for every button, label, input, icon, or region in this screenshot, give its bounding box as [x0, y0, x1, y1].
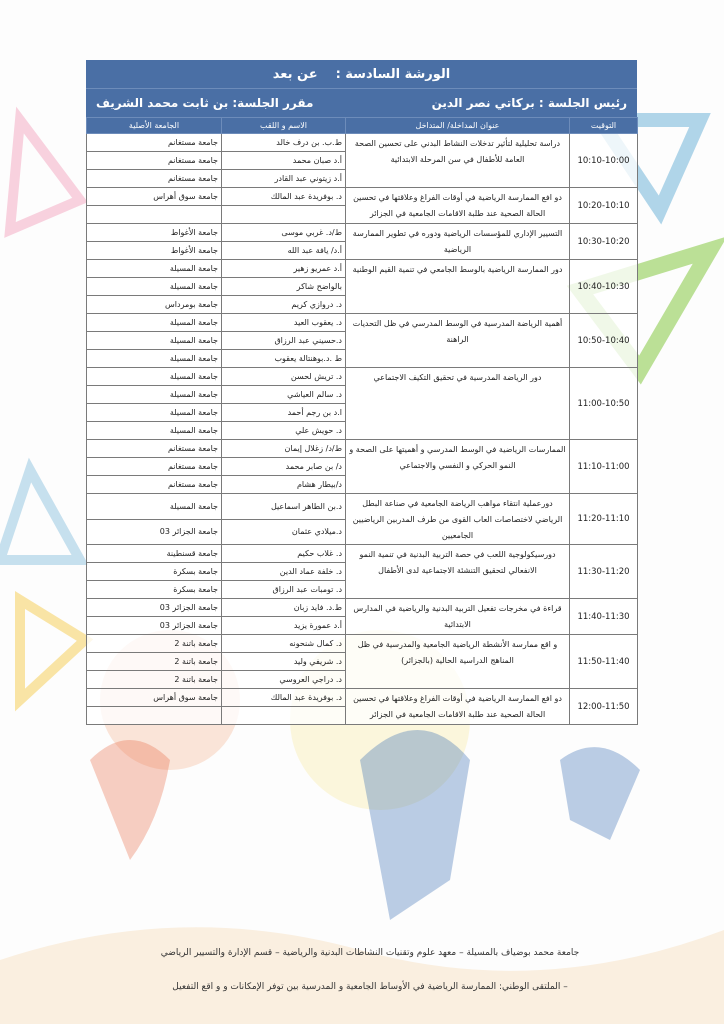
speaker-name: د. يعقوب العيد — [222, 314, 346, 332]
schedule-table — [86, 117, 638, 725]
paper-title: دورعملية انتقاء مواهب الرياضة الجامعية في صناعة البطل الرياضي لاختصاصات العاب القوى من طرف المدربين الرياضيين الجامعيين — [346, 494, 570, 545]
speaker-university: جامعة المسيلة — [87, 314, 222, 332]
speaker-name: د/ بن صابر محمد — [222, 458, 346, 476]
table-row — [87, 314, 638, 332]
paper-title: التسيير الإداري للمؤسسات الرياضية ودوره في تطوير الممارسة الرياضية — [346, 224, 570, 260]
session-time: 10:50-10:40 — [570, 314, 638, 368]
table-row — [87, 368, 638, 386]
speaker-university: جامعة الأغواط — [87, 224, 222, 242]
speaker-name: أ.د زيتوني عبد القادر — [222, 170, 346, 188]
session-time: 11:40-11:30 — [570, 599, 638, 635]
schedule-body — [87, 134, 638, 725]
col-university: الجامعة الأصلية — [87, 118, 222, 134]
speaker-university: جامعة سوق أهراس — [87, 689, 222, 707]
footer-conference: – الملتقى الوطني: الممارسة الرياضية في الأوساط الجامعية و المدرسية بين توفر الإمكانات و و اقع التفعيل — [172, 982, 568, 992]
paper-title: دور الرياضة المدرسية في تحقيق التكيف الاجتماعي — [346, 368, 570, 440]
speaker-university: جامعة المسيلة — [87, 494, 222, 520]
paper-title: دو افع الممارسة الرياضية في أوقات الفراغ وعلاقتها في تحسين الحالة الصحية عند طلبة الاقامات الجامعية في الجزائر — [346, 689, 570, 725]
speaker-name: بالواضح شاكر — [222, 278, 346, 296]
speaker-university: جامعة قسنطينة — [87, 545, 222, 563]
speaker-university: جامعة المسيلة — [87, 278, 222, 296]
session-time: 10:30-10:20 — [570, 224, 638, 260]
speaker-name: د. تومبات عبد الرزاق — [222, 581, 346, 599]
session-officers — [86, 89, 637, 117]
speaker-university: جامعة المسيلة — [87, 260, 222, 278]
program-sheet — [86, 60, 637, 725]
table-row — [87, 134, 638, 152]
paper-title: الممارسات الرياضية في الوسط المدرسي و أهميتها على الصحة و النمو الحركي و النفسي والاجتماعي — [346, 440, 570, 494]
speaker-university: جامعة سوق أهراس — [87, 188, 222, 206]
speaker-name: أ.د عمريو زهير — [222, 260, 346, 278]
table-row — [87, 188, 638, 206]
speaker-university: جامعة المسيلة — [87, 386, 222, 404]
table-row — [87, 440, 638, 458]
speaker-name: ط.د. فايد زبان — [222, 599, 346, 617]
speaker-university: جامعة مستغانم — [87, 458, 222, 476]
session-time: 10:40-10:30 — [570, 260, 638, 314]
speaker-name: د. حويش علي — [222, 422, 346, 440]
session-time: 12:00-11:50 — [570, 689, 638, 725]
speaker-university: جامعة الأغواط — [87, 242, 222, 260]
speaker-university: جامعة باتنة 2 — [87, 635, 222, 653]
workshop-title — [86, 60, 637, 89]
workshop-mode: عن بعد — [272, 66, 318, 82]
speaker-university: جامعة المسيلة — [87, 350, 222, 368]
speaker-name: د. بوفريدة عبد المالك — [222, 689, 346, 707]
speaker-name: ط/د/ زغلال إيمان — [222, 440, 346, 458]
speaker-name: د. سالم العياشي — [222, 386, 346, 404]
table-row — [87, 260, 638, 278]
speaker-name: د. خلفة عماد الدين — [222, 563, 346, 581]
session-time: 11:20-11:10 — [570, 494, 638, 545]
paper-title: و اقع ممارسة الأنشطة الرياضية الجامعية والمدرسية في ظل المناهج الدراسية الحالية (بالجزائر) — [346, 635, 570, 689]
table-row — [87, 494, 638, 520]
speaker-university: جامعة الجزائر 03 — [87, 519, 222, 545]
speaker-name: د. كمال شنحونه — [222, 635, 346, 653]
speaker-name — [222, 707, 346, 725]
speaker-name: د.ميلادي عثمان — [222, 519, 346, 545]
speaker-name: ط .د.بوهنتالة يعقوب — [222, 350, 346, 368]
col-time: التوقيت — [570, 118, 638, 134]
session-header — [86, 60, 637, 117]
speaker-name: أ.د عمورة يزيد — [222, 617, 346, 635]
speaker-university: جامعة الجزائر 03 — [87, 599, 222, 617]
speaker-university — [87, 707, 222, 725]
speaker-university: جامعة المسيلة — [87, 332, 222, 350]
speaker-university: جامعة مستغانم — [87, 134, 222, 152]
speaker-university: جامعة مستغانم — [87, 170, 222, 188]
session-rapporteur: مقرر الجلسة: بن ثابت محمد الشريف — [96, 96, 314, 110]
speaker-name: د.بن الطاهر اسماعيل — [222, 494, 346, 520]
session-time: 11:10-11:00 — [570, 440, 638, 494]
speaker-name: ا.د بن رجم أحمد — [222, 404, 346, 422]
paper-title: أهمية الرياضة المدرسية في الوسط المدرسي في ظل التحديات الراهنة — [346, 314, 570, 368]
session-time: 11:50-11:40 — [570, 635, 638, 689]
paper-title: دور الممارسة الرياضية بالوسط الجامعي في تنمية القيم الوطنية — [346, 260, 570, 314]
footer-institute: جامعة محمد بوضياف بالمسيلة – معهد علوم وتقنيات النشاطات البدنية والرياضية – قسم الإدارة والتسيير الرياضي — [160, 948, 580, 958]
table-row — [87, 224, 638, 242]
speaker-university: جامعة مستغانم — [87, 476, 222, 494]
speaker-name: أ.د/ يافة عبد الله — [222, 242, 346, 260]
speaker-name: د/بيطار هشام — [222, 476, 346, 494]
speaker-university: جامعة المسيلة — [87, 422, 222, 440]
workshop-label: الورشة السادسة : — [335, 66, 451, 82]
speaker-name: د.حسيني عبد الرزاق — [222, 332, 346, 350]
paper-title: دورسيكولوجية اللعب في حصة التربية البدنية في تنمية النمو الانفعالي لتحقيق التنشئة الاجتماعية لدى الأطفال — [346, 545, 570, 599]
speaker-university: جامعة بومرداس — [87, 296, 222, 314]
speaker-name: د. شريفي وليد — [222, 653, 346, 671]
session-time: 10:20-10:10 — [570, 188, 638, 224]
speaker-name: د. تريش لحسن — [222, 368, 346, 386]
speaker-university: جامعة مستغانم — [87, 440, 222, 458]
speaker-name: د. دراجي العروسي — [222, 671, 346, 689]
speaker-name — [222, 206, 346, 224]
session-time: 11:30-11:20 — [570, 545, 638, 599]
speaker-university — [87, 206, 222, 224]
paper-title: دراسة تحليلية لتأثير تدخلات النشاط البدني على تحسين الصحة العامة للأطفال في سن المرحلة الابتدائية — [346, 134, 570, 188]
session-time: 11:00-10:50 — [570, 368, 638, 440]
speaker-university: جامعة مستغانم — [87, 152, 222, 170]
speaker-name: د. دروازي كريم — [222, 296, 346, 314]
speaker-university: جامعة باتنة 2 — [87, 671, 222, 689]
paper-title: قراءة في مخرجات تفعيل التربية البدنية والرياضية في المدارس الابتدائية — [346, 599, 570, 635]
speaker-name: ط.ب. بن درف خالد — [222, 134, 346, 152]
session-time: 10:10-10:00 — [570, 134, 638, 188]
paper-title: دو افع الممارسة الرياضية في أوقات الفراغ وعلاقتها في تحسين الحالة الصحية عند طلبة الاقامات الجامعية في الجزائر — [346, 188, 570, 224]
col-name: الاسم و اللقب — [222, 118, 346, 134]
speaker-name: د. غلاب حكيم — [222, 545, 346, 563]
speaker-university: جامعة الجزائر 03 — [87, 617, 222, 635]
table-row — [87, 599, 638, 617]
speaker-university: جامعة بسكرة — [87, 581, 222, 599]
table-row — [87, 635, 638, 653]
speaker-name: ط/د. غربي موسى — [222, 224, 346, 242]
table-row — [87, 545, 638, 563]
speaker-university: جامعة باتنة 2 — [87, 653, 222, 671]
speaker-university: جامعة المسيلة — [87, 368, 222, 386]
session-chair: رئيس الجلسة : بركاتي نصر الدين — [431, 96, 627, 110]
table-row — [87, 689, 638, 707]
speaker-name: د. بوفريدة عبد المالك — [222, 188, 346, 206]
speaker-name: أ.د صبان محمد — [222, 152, 346, 170]
speaker-university: جامعة بسكرة — [87, 563, 222, 581]
table-header-row — [87, 118, 638, 134]
col-title: عنوان المداخلة/ المتداخل — [346, 118, 570, 134]
speaker-university: جامعة المسيلة — [87, 404, 222, 422]
